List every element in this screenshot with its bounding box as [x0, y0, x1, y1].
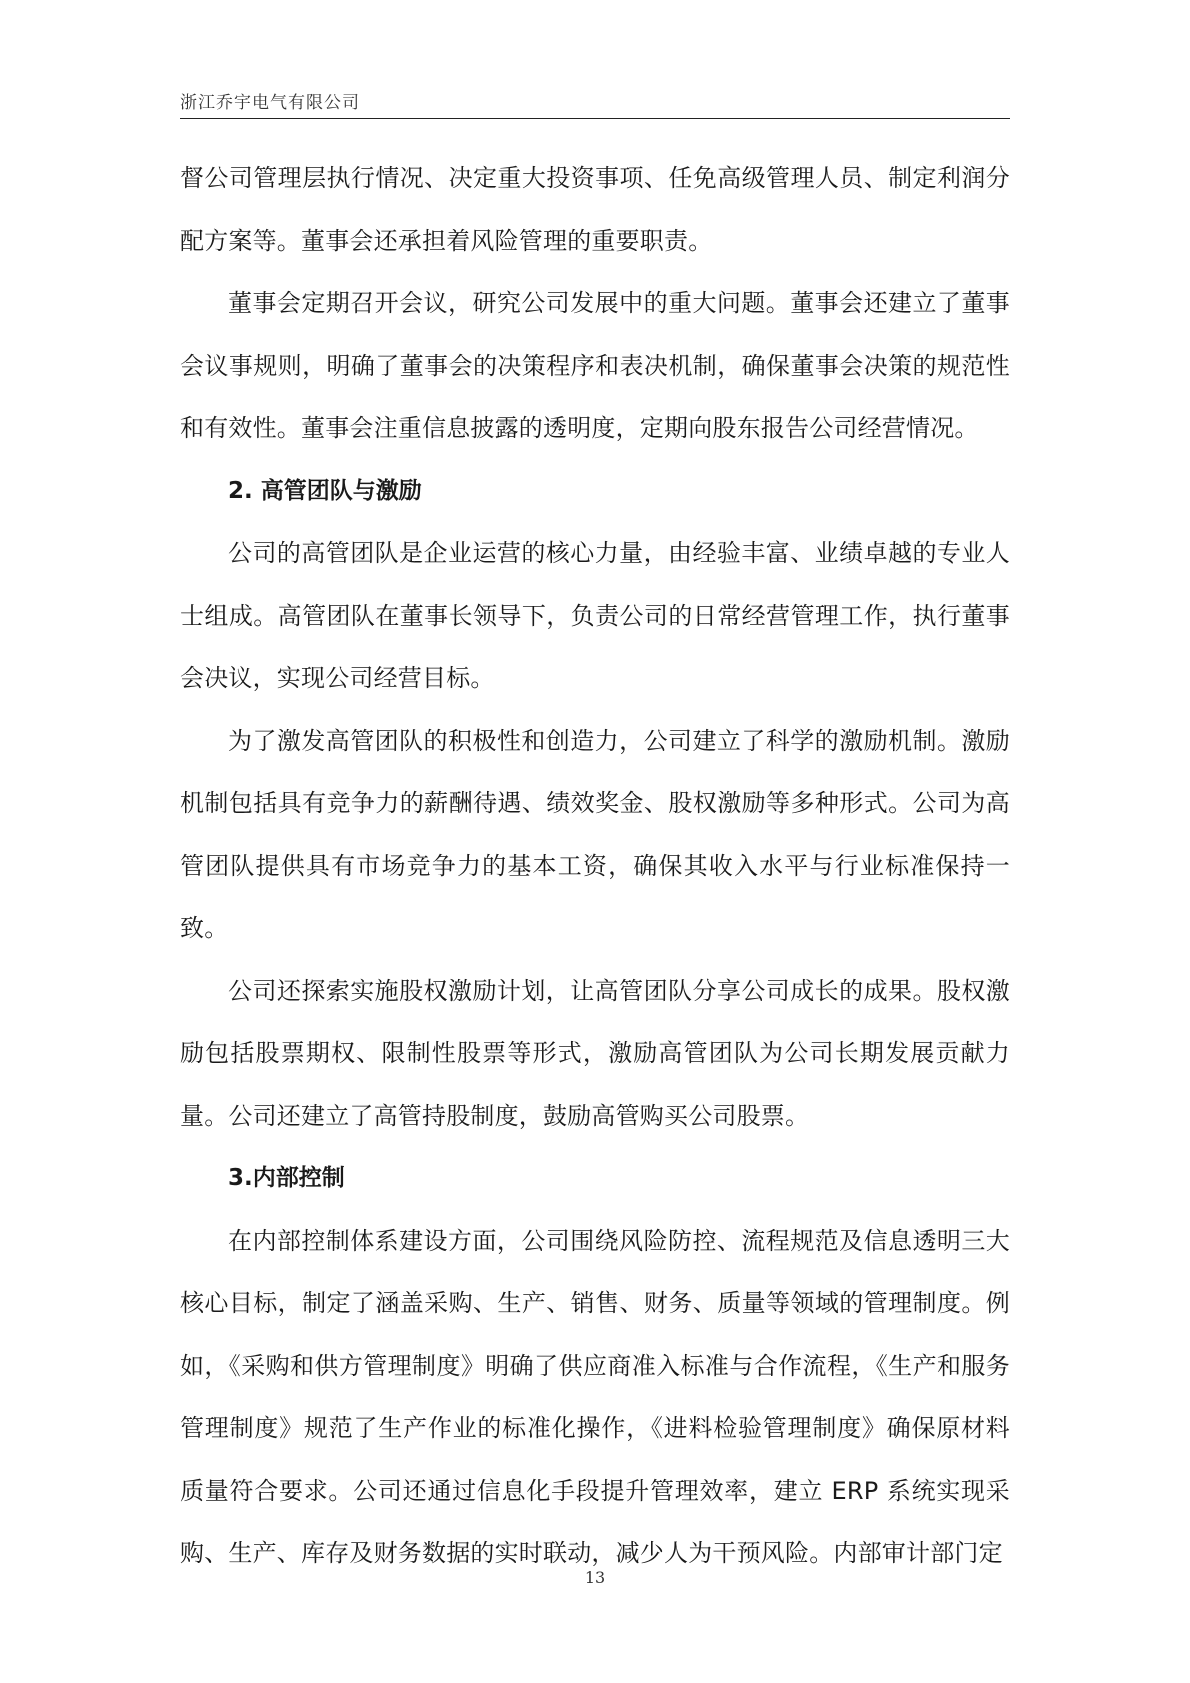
paragraph-equity-incentive: 公司还探索实施股权激励计划，让高管团队分享公司成长的成果。股权激励包括股票期权、限制性股票等形式，激励高管团队为公司长期发展贡献力量。公司还建立了高管持股制度，鼓励高管购买公司股票。: [180, 976, 1010, 1130]
paragraph-internal-control: 在内部控制体系建设方面，公司围绕风险防控、流程规范及信息透明三大核心目标，制定了涵盖采购、生产、销售、财务、质量等领域的管理制度。例如，《采购和供方管理制度》明确了供应商准入标准与合作流程，《生产和服务管理制度》规范了生产作业的标准化操作，《进料检验管理制度》确保原材料质量符合要求。公司还通过信息化手段提升管理效率，建立 ERP 系统实现采购、生产、库存及财务数据的实时联动，减少人为干预风险。内部审计部门定: [180, 1226, 1010, 1567]
page-header: [180, 84, 1010, 119]
paragraph-executive-team: 公司的高管团队是企业运营的核心力量，由经验丰富、业绩卓越的专业人士组成。高管团队在董事长领导下，负责公司的日常经营管理工作，执行董事会决议，实现公司经营目标。: [180, 539, 1010, 692]
paragraph-board-duties-continued: 督公司管理层执行情况、决定重大投资事项、任免高级管理人员、制定利润分配方案等。董事会还承担着风险管理的重要职责。: [180, 164, 1010, 255]
page-body: [180, 147, 1010, 1585]
company-name: 浙江乔宇电气有限公司: [180, 93, 360, 113]
section-heading-internal-control: 3.内部控制: [228, 1165, 345, 1191]
paragraph-board-meetings: 董事会定期召开会议，研究公司发展中的重大问题。董事会还建立了董事会议事规则，明确了董事会的决策程序和表决机制，确保董事会决策的规范性和有效性。董事会注重信息披露的透明度，定期向股东报告公司经营情况。: [180, 289, 1010, 442]
paragraph-incentive-mechanism: 为了激发高管团队的积极性和创造力，公司建立了科学的激励机制。激励机制包括具有竞争力的薪酬待遇、绩效奖金、股权激励等多种形式。公司为高管团队提供具有市场竞争力的基本工资，确保其收入水平与行业标准保持一致。: [180, 726, 1010, 942]
section-heading-executive-team: 2. 高管团队与激励: [228, 477, 422, 504]
page-number: 13: [584, 1568, 606, 1587]
